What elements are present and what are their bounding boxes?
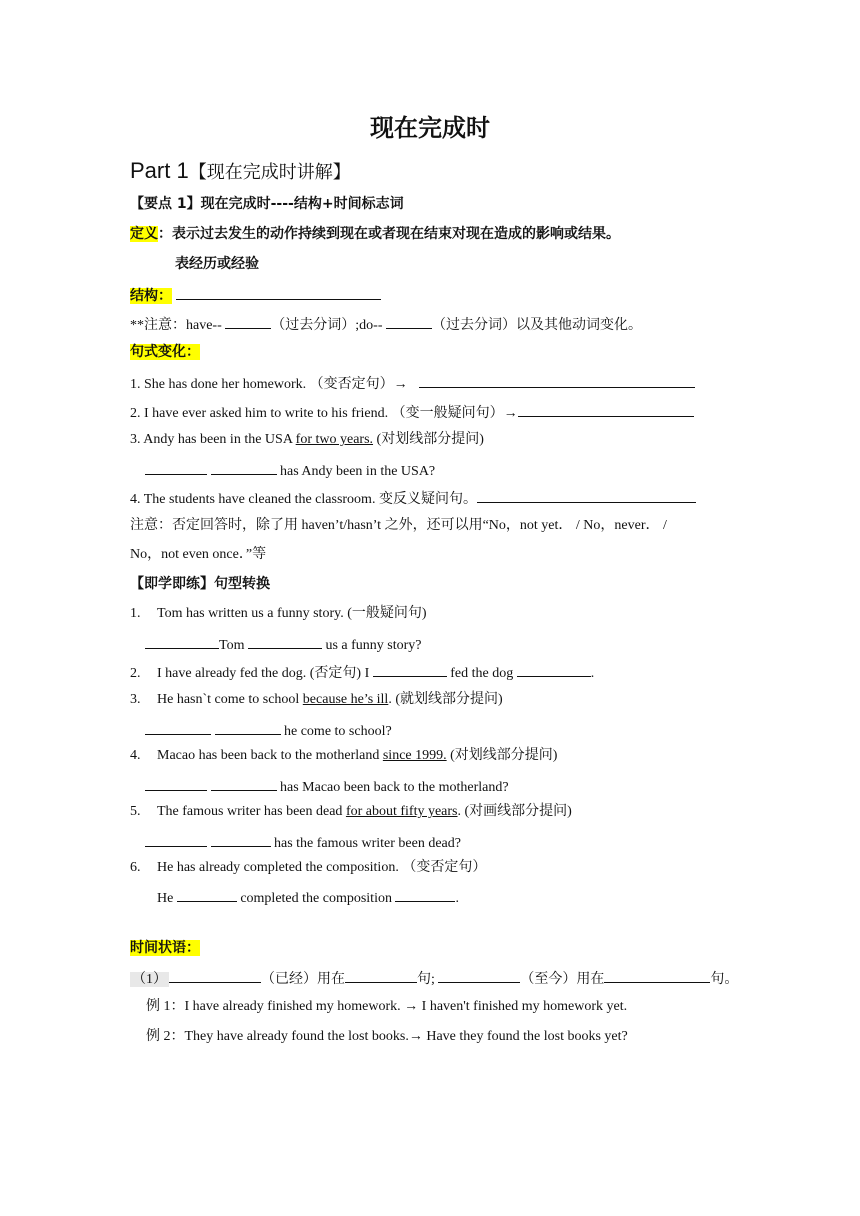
- part-number: Part 1: [130, 158, 189, 183]
- item-number: 5.: [130, 804, 141, 819]
- s3-underlined: for two years.: [295, 432, 374, 447]
- structure-colon: ：: [158, 288, 172, 304]
- p1-blank-1[interactable]: [145, 634, 219, 649]
- practice-item-6: [130, 859, 486, 877]
- exercise-s3: [130, 431, 484, 449]
- p3-blank-1[interactable]: [145, 720, 211, 735]
- practice-4-underlined: since 1999.: [382, 748, 447, 763]
- practice-3-b: . (就划线部分提问): [388, 692, 503, 707]
- p1-line2-a: Tom: [219, 638, 248, 653]
- practice-item-5-answer: [145, 832, 461, 853]
- negative-answer-note: 注意：否定回答时，除了用 haven’t/hasn’t 之外，还可以用“No，not yet． / No，never． /: [130, 518, 667, 533]
- p6-line2-b: completed the composition: [236, 891, 396, 906]
- exercise-s2: [130, 402, 694, 423]
- s3-blank-2[interactable]: [211, 460, 277, 475]
- practice-item-6-answer: [157, 887, 459, 908]
- p3-line2-text: he come to school?: [280, 724, 392, 739]
- practice-5-b: . (对画线部分提问): [457, 804, 572, 819]
- p4-line2-text: has Macao been back to the motherland?: [276, 780, 509, 795]
- practice-4-a: Macao has been back to the motherland: [157, 748, 383, 763]
- practice-6-text: He has already completed the composition. （变否定句）: [157, 860, 487, 875]
- practice-item-1: [130, 605, 427, 623]
- note-part-c: （过去分词）以及其他动词变化。: [431, 318, 642, 333]
- s4-text: 4. The students have cleaned the classroom. 变反义疑问句。: [130, 492, 477, 507]
- s3-blank-1[interactable]: [145, 460, 207, 475]
- sentence-change-colon: ：: [186, 344, 200, 360]
- practice-item-4: [130, 747, 557, 765]
- p6-blank-1[interactable]: [177, 887, 237, 902]
- p6-line2-a: He: [157, 891, 177, 906]
- practice-5-underlined: for about fifty years: [345, 804, 458, 819]
- time-adverbials-heading: [130, 939, 200, 958]
- s3-text-b: (对划线部分提问): [373, 432, 484, 447]
- practice-3-a: He hasn`t come to school: [157, 692, 303, 707]
- p6-line2-c: .: [455, 891, 459, 906]
- negative-answer-note-2: No，not even once．”等: [130, 547, 267, 562]
- blank-have[interactable]: [225, 314, 271, 329]
- practice-5-a: The famous writer has been dead: [157, 804, 346, 819]
- structure-blank[interactable]: [176, 285, 381, 300]
- sentence-change-heading: [130, 343, 200, 362]
- p1-blank-2[interactable]: [248, 634, 322, 649]
- ta-blank-4[interactable]: [604, 968, 710, 983]
- structure-line: [130, 285, 381, 306]
- exercise-s3-answer: [145, 460, 435, 481]
- ta-text-c: （至今）用在: [520, 972, 605, 987]
- p5-line2-text: has the famous writer been dead?: [270, 836, 461, 851]
- sentence-change-text: 句式变化: [130, 344, 186, 360]
- structure-label-text: 结构: [130, 288, 158, 304]
- definition-text: ：表示过去发生的动作持续到现在或者现在结束对现在造成的影响或结果。: [158, 226, 620, 242]
- practice-1-text: Tom has written us a funny story. (一般疑问句): [157, 606, 427, 621]
- structure-note: [130, 314, 642, 335]
- item-number: 6.: [130, 860, 141, 875]
- practice-2-b: fed the dog: [446, 666, 517, 681]
- key-point-heading: 【要点 1】现在完成时----结构+时间标志词: [130, 196, 404, 212]
- example-2: 例 2：They have already found the lost books.→ Have they found the lost books yet?: [146, 1029, 628, 1044]
- item-number: 1.: [130, 606, 141, 621]
- practice-item-3-answer: [145, 720, 392, 741]
- s2-answer-blank[interactable]: [518, 402, 694, 417]
- practice-item-3: [130, 691, 503, 709]
- item-number: 3.: [130, 692, 141, 707]
- s1-text: 1. She has done her homework. （变否定句）→: [130, 377, 408, 392]
- ta-text-a: （已经）用在: [261, 972, 345, 987]
- part-subtitle: 【现在完成时讲解】: [188, 162, 351, 183]
- example-1: 例 1：I have already finished my homework. → I haven't finished my homework yet.: [146, 999, 628, 1014]
- s3-text-a: 3. Andy has been in the USA: [130, 432, 296, 447]
- p4-blank-2[interactable]: [211, 776, 277, 791]
- p3-blank-2[interactable]: [215, 720, 281, 735]
- practice-item-1-answer: [145, 634, 422, 655]
- practice-heading: 【即学即练】句型转换: [130, 576, 270, 592]
- time-adverbials-text: 时间状语: [130, 940, 186, 956]
- ta-blank-2[interactable]: [345, 968, 417, 983]
- p1-line2-b: us a funny story?: [321, 638, 422, 653]
- ta-text-b: 句;: [417, 972, 439, 987]
- p6-blank-2[interactable]: [395, 887, 455, 902]
- practice-item-2: [130, 662, 594, 683]
- definition-line: [130, 225, 620, 243]
- practice-item-5: [130, 803, 572, 821]
- practice-4-b: (对划线部分提问): [446, 748, 558, 763]
- note-part-a: **注意：have--: [130, 318, 226, 333]
- p4-blank-1[interactable]: [145, 776, 207, 791]
- s2-text: 2. I have ever asked him to write to his friend. （变一般疑问句）→: [130, 406, 518, 421]
- s1-answer-blank[interactable]: [419, 373, 695, 388]
- blank-do[interactable]: [386, 314, 432, 329]
- page-title: 现在完成时: [370, 114, 490, 142]
- exercise-s1: [130, 373, 695, 394]
- rule-number-tag: （1）: [132, 972, 167, 987]
- p5-blank-1[interactable]: [145, 832, 207, 847]
- practice-item-4-answer: [145, 776, 509, 797]
- definition-label: 定义: [130, 226, 158, 242]
- p5-blank-2[interactable]: [211, 832, 271, 847]
- s3-line2-text: has Andy been in the USA?: [276, 464, 436, 479]
- exercise-s4: [130, 488, 696, 509]
- note-part-b: （过去分词）;do--: [271, 318, 386, 333]
- structure-label: [130, 288, 172, 304]
- time-adverbials-rule-1: [130, 968, 738, 989]
- ta-blank-3[interactable]: [438, 968, 520, 983]
- practice-3-underlined: because he’s ill: [302, 692, 389, 707]
- part-heading: [130, 158, 351, 184]
- time-adverbials-colon: ：: [186, 940, 200, 956]
- practice-2-a: I have already fed the dog. (否定句) I: [157, 666, 373, 681]
- sentence-change-label: [130, 344, 200, 360]
- item-number: 2.: [130, 666, 141, 681]
- item-number: 4.: [130, 748, 141, 763]
- p2-blank-2[interactable]: [517, 662, 591, 677]
- time-adverbials-label: [130, 940, 200, 956]
- ta-blank-1[interactable]: [169, 968, 261, 983]
- practice-2-c: .: [590, 666, 595, 681]
- ta-text-d: 句。: [710, 972, 739, 987]
- p2-blank-1[interactable]: [373, 662, 447, 677]
- definition-line-2: 表经历或经验: [175, 256, 259, 272]
- s4-answer-blank[interactable]: [477, 488, 696, 503]
